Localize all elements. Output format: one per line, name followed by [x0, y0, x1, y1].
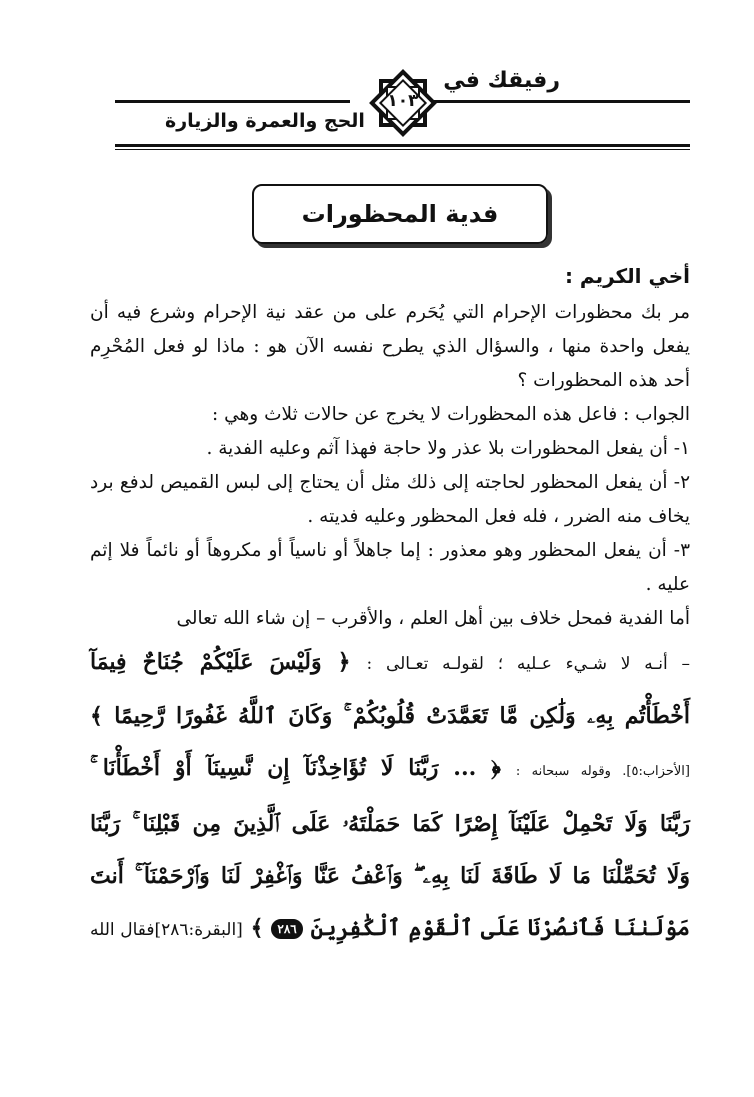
book-title-left: الحج والعمرة والزيارة	[165, 110, 365, 132]
case-two: ٢- أن يفعل المحظور لحاجته إلى ذلك مثل أن يحتاج إلى لبس القميص لدفع برد يخاف منه الضرر ، فله فعل المحظور وعليه فديته .	[90, 472, 690, 527]
quran-line-5: وَلَا تُحَمِّلْنَا مَا لَا طَاقَةَ لَنَا بِهِۦ ۖ وَٱعْفُ عَنَّا وَٱغْفِرْ لَنَا وَٱرْحَمْنَآ ۚ أَنتَ	[90, 863, 690, 889]
header-rule-bottom	[115, 144, 690, 147]
quran-reference-baqara: [البقرة:٢٨٦]فقال الله	[90, 920, 243, 940]
section-title-box	[252, 184, 548, 244]
quran-line-2: أَخْطَأْتُم بِهِۦ وَلَٰكِن مَّا تَعَمَّدَتْ قُلُوبُكُمْ ۚ وَكَانَ ٱللَّهُ غَفُورًا رَّحِيمًا ﴾	[90, 703, 690, 729]
ayah-number-marker: ٢٨٦	[271, 919, 302, 939]
greeting: أخي الكريم :	[564, 264, 690, 288]
quran-line-3-verse: ﴿ ... رَبَّنَا لَا تُؤَاخِذْنَآ إِن نَّسِينَآ أَوْ أَخْطَأْنَا ۚ	[90, 755, 501, 781]
quran-line-1	[90, 636, 690, 690]
body-text	[90, 256, 690, 956]
page-number-badge	[364, 64, 442, 142]
case-three: ٣- أن يفعل المحظور وهو معذور : إما جاهلاً أو ناسياً أو مكروهاً أو نائماً فلا إثم عليه .	[90, 540, 690, 595]
book-title-right: رفيقك في	[443, 68, 560, 93]
paragraph-answer: الجواب : فاعل هذه المحظورات لا يخرج عن حالات ثلاث وهي :	[212, 404, 690, 425]
quran-line-6-verse: مَوْلَىٰنَا فَٱنصُرْنَا عَلَى ٱلْقَوْمِ ٱلْكَٰفِرِينَ	[310, 915, 690, 941]
page-header	[110, 60, 690, 155]
quran-line-3	[90, 742, 690, 798]
section-title: فدية المحظورات	[301, 200, 499, 228]
quran-reference-ahzab: [الأحزاب:٥]. وقوله سبحانه :	[515, 764, 690, 779]
quran-block	[90, 636, 690, 956]
quran-line-6-close: ﴾	[250, 915, 264, 941]
quran-line-6	[90, 902, 690, 956]
header-rule-top-left	[115, 100, 350, 103]
header-rule-bottom-thin	[115, 149, 690, 150]
quran-line-1-prefix: – أنـه لا شـيء عـليه ؛ لقولـه تعـالى :	[366, 654, 690, 674]
paragraph-fidya: أما الفدية فمحل خلاف بين أهل العلم ، والأقرب – إن شاء الله تعالى	[176, 608, 690, 629]
quran-line-1-verse: ﴿ وَلَيْسَ عَلَيْكُمْ جُنَاحٌ فِيمَآ	[90, 649, 351, 675]
case-one: ١- أن يفعل المحظورات بلا عذر ولا حاجة فهذا آثم وعليه الفدية .	[206, 438, 690, 459]
paragraph-intro: مر بك محظورات الإحرام التي يُحَرم على من عقد نية الإحرام وشرع فيه أن يفعل واحدة منها ، والسؤال الذي يطرح نفسه الآن هو : ماذا لو فعل المُحْرِم أحد هذه المحظورات ؟	[90, 302, 690, 391]
quran-line-4: رَبَّنَا وَلَا تَحْمِلْ عَلَيْنَآ إِصْرًا كَمَا حَمَلْتَهُۥ عَلَى ٱلَّذِينَ مِن قَبْلِنَا ۚ رَبَّنَا	[90, 811, 690, 837]
page-number: ١٠٣	[387, 91, 419, 111]
